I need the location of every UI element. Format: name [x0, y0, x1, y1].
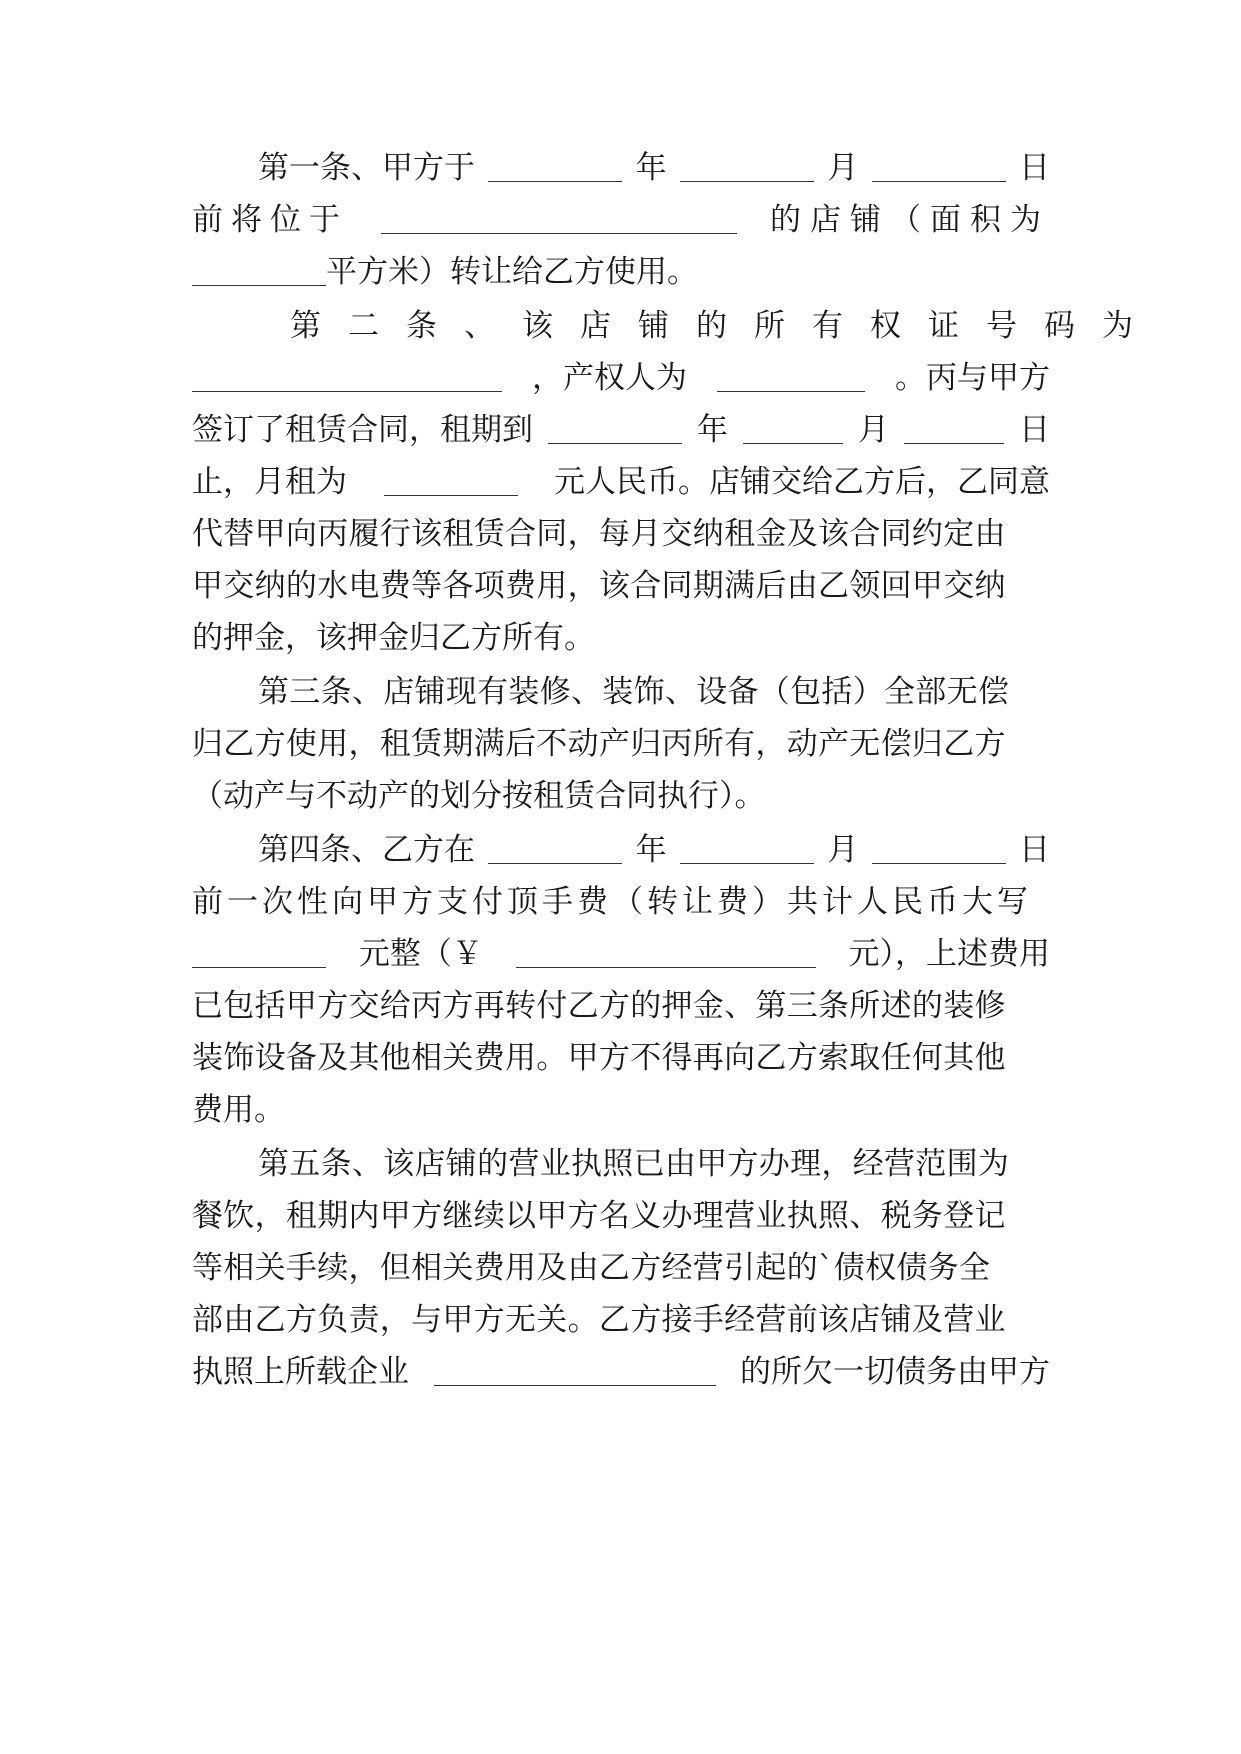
- text-segment: 执照上所载企业: [192, 1354, 409, 1390]
- clause-3-line-1: [258, 672, 1050, 712]
- text-segment: 前将位于: [192, 202, 348, 238]
- text-segment: 代替甲向丙履行该租赁合同，每月交纳租金及该合同约定由: [192, 516, 1006, 552]
- clause-2-line-6: [192, 566, 1050, 606]
- blank-year[interactable]: [548, 413, 682, 444]
- clause-5-line-1: [258, 1144, 1050, 1184]
- blank-owner[interactable]: [717, 361, 865, 392]
- blank-month[interactable]: [743, 413, 843, 444]
- text-segment: 日: [1018, 832, 1050, 868]
- text-segment: 签订了租赁合同，租期到: [192, 412, 533, 448]
- clause-1-line-2: [192, 200, 1050, 240]
- text-segment: 月: [858, 412, 889, 448]
- blank-amount-words[interactable]: [192, 937, 326, 968]
- text-segment: 餐饮，租期内甲方继续以甲方名义办理营业执照、税务登记: [192, 1198, 1006, 1234]
- clause-4-line-5: [192, 1038, 1050, 1078]
- text-segment: 装饰设备及其他相关费用。甲方不得再向乙方索取任何其他: [192, 1040, 1006, 1076]
- blank-year[interactable]: [488, 151, 622, 182]
- blank-day[interactable]: [872, 833, 1006, 864]
- clause-4-line-6: [192, 1090, 1050, 1130]
- text-segment: 第三条、店铺现有装修、装饰、设备（包括）全部无偿: [258, 674, 1010, 710]
- text-segment: 第二条、该店铺的所有权证号码为: [290, 308, 1160, 344]
- clause-5-line-2: [192, 1196, 1050, 1236]
- text-segment: 月: [827, 150, 859, 186]
- clause-4-line-1: [258, 830, 1050, 870]
- clause-2-line-2: [192, 358, 1050, 398]
- clause-4-line-3: [192, 934, 1050, 974]
- text-segment: 的押金，该押金归乙方所有。: [192, 620, 595, 656]
- clause-1-line-1: [258, 148, 1050, 188]
- blank-area[interactable]: [192, 255, 326, 286]
- clause-2-line-4: [192, 462, 1050, 502]
- text-segment: 年: [635, 150, 667, 186]
- text-segment: 第五条、该店铺的营业执照已由甲方办理，经营范围为: [258, 1146, 1010, 1182]
- text-segment: 部由乙方负责，与甲方无关。乙方接手经营前该店铺及营业: [192, 1302, 1006, 1338]
- blank-monthly-rent[interactable]: [384, 465, 518, 496]
- text-segment: 第四条、乙方在: [258, 832, 475, 868]
- text-segment: 第一条、甲方于: [258, 150, 475, 186]
- text-segment: 归乙方使用，租赁期满后不动产归丙所有，动产无偿归乙方: [192, 726, 1006, 762]
- clause-5-line-4: [192, 1300, 1050, 1340]
- text-segment: 费用。: [192, 1092, 285, 1128]
- blank-location[interactable]: [381, 203, 737, 234]
- text-segment: 日: [1019, 412, 1050, 448]
- text-segment: 甲交纳的水电费等各项费用，该合同期满后由乙领回甲交纳: [192, 568, 1006, 604]
- text-segment: 平方米）转让给乙方使用。: [326, 254, 698, 290]
- text-segment: 元人民币。店铺交给乙方后，乙同意: [554, 464, 1050, 500]
- clause-3-line-2: [192, 724, 1050, 764]
- clause-2-line-1: [290, 306, 1160, 346]
- blank-day[interactable]: [872, 151, 1006, 182]
- clause-2-line-5: [192, 514, 1050, 554]
- text-segment: 等相关手续，但相关费用及由乙方经营引起的`债权债务全: [192, 1250, 991, 1286]
- clause-1-line-3: [192, 252, 1050, 292]
- blank-day[interactable]: [904, 413, 1004, 444]
- text-segment: 已包括甲方交给丙方再转付乙方的押金、第三条所述的装修: [192, 988, 1006, 1024]
- clause-4-line-4: [192, 986, 1050, 1026]
- blank-year[interactable]: [488, 833, 622, 864]
- blank-company-name[interactable]: [434, 1355, 716, 1386]
- clause-2-line-3: [192, 410, 1050, 450]
- text-segment: 的所欠一切债务由甲方: [740, 1354, 1050, 1390]
- blank-certificate-number[interactable]: [192, 361, 502, 392]
- text-segment: 。丙与甲方: [895, 360, 1050, 396]
- clause-4-line-2: [192, 882, 1050, 922]
- blank-month[interactable]: [680, 151, 814, 182]
- clause-3-line-3: [192, 776, 1050, 816]
- text-segment: 日: [1018, 150, 1050, 186]
- text-segment: 年: [697, 412, 728, 448]
- text-segment: 元），上述费用: [848, 936, 1050, 972]
- text-segment: 止，月租为: [192, 464, 347, 500]
- text-segment: ，产权人为: [532, 360, 687, 396]
- clause-5-line-5: [192, 1352, 1050, 1392]
- blank-amount-figures[interactable]: [516, 937, 816, 968]
- clause-5-line-3: [192, 1248, 1050, 1288]
- text-segment: 月: [827, 832, 859, 868]
- text-segment: 的店铺（面积为: [770, 202, 1050, 238]
- text-segment: 前一次性向甲方支付顶手费（转让费）共计人民币大写: [192, 884, 1032, 920]
- blank-month[interactable]: [680, 833, 814, 864]
- text-segment: 年: [635, 832, 667, 868]
- text-segment: （动产与不动产的划分按租赁合同执行）。: [192, 778, 766, 814]
- clause-2-line-7: [192, 618, 1050, 658]
- text-segment: 元整（￥: [358, 936, 483, 972]
